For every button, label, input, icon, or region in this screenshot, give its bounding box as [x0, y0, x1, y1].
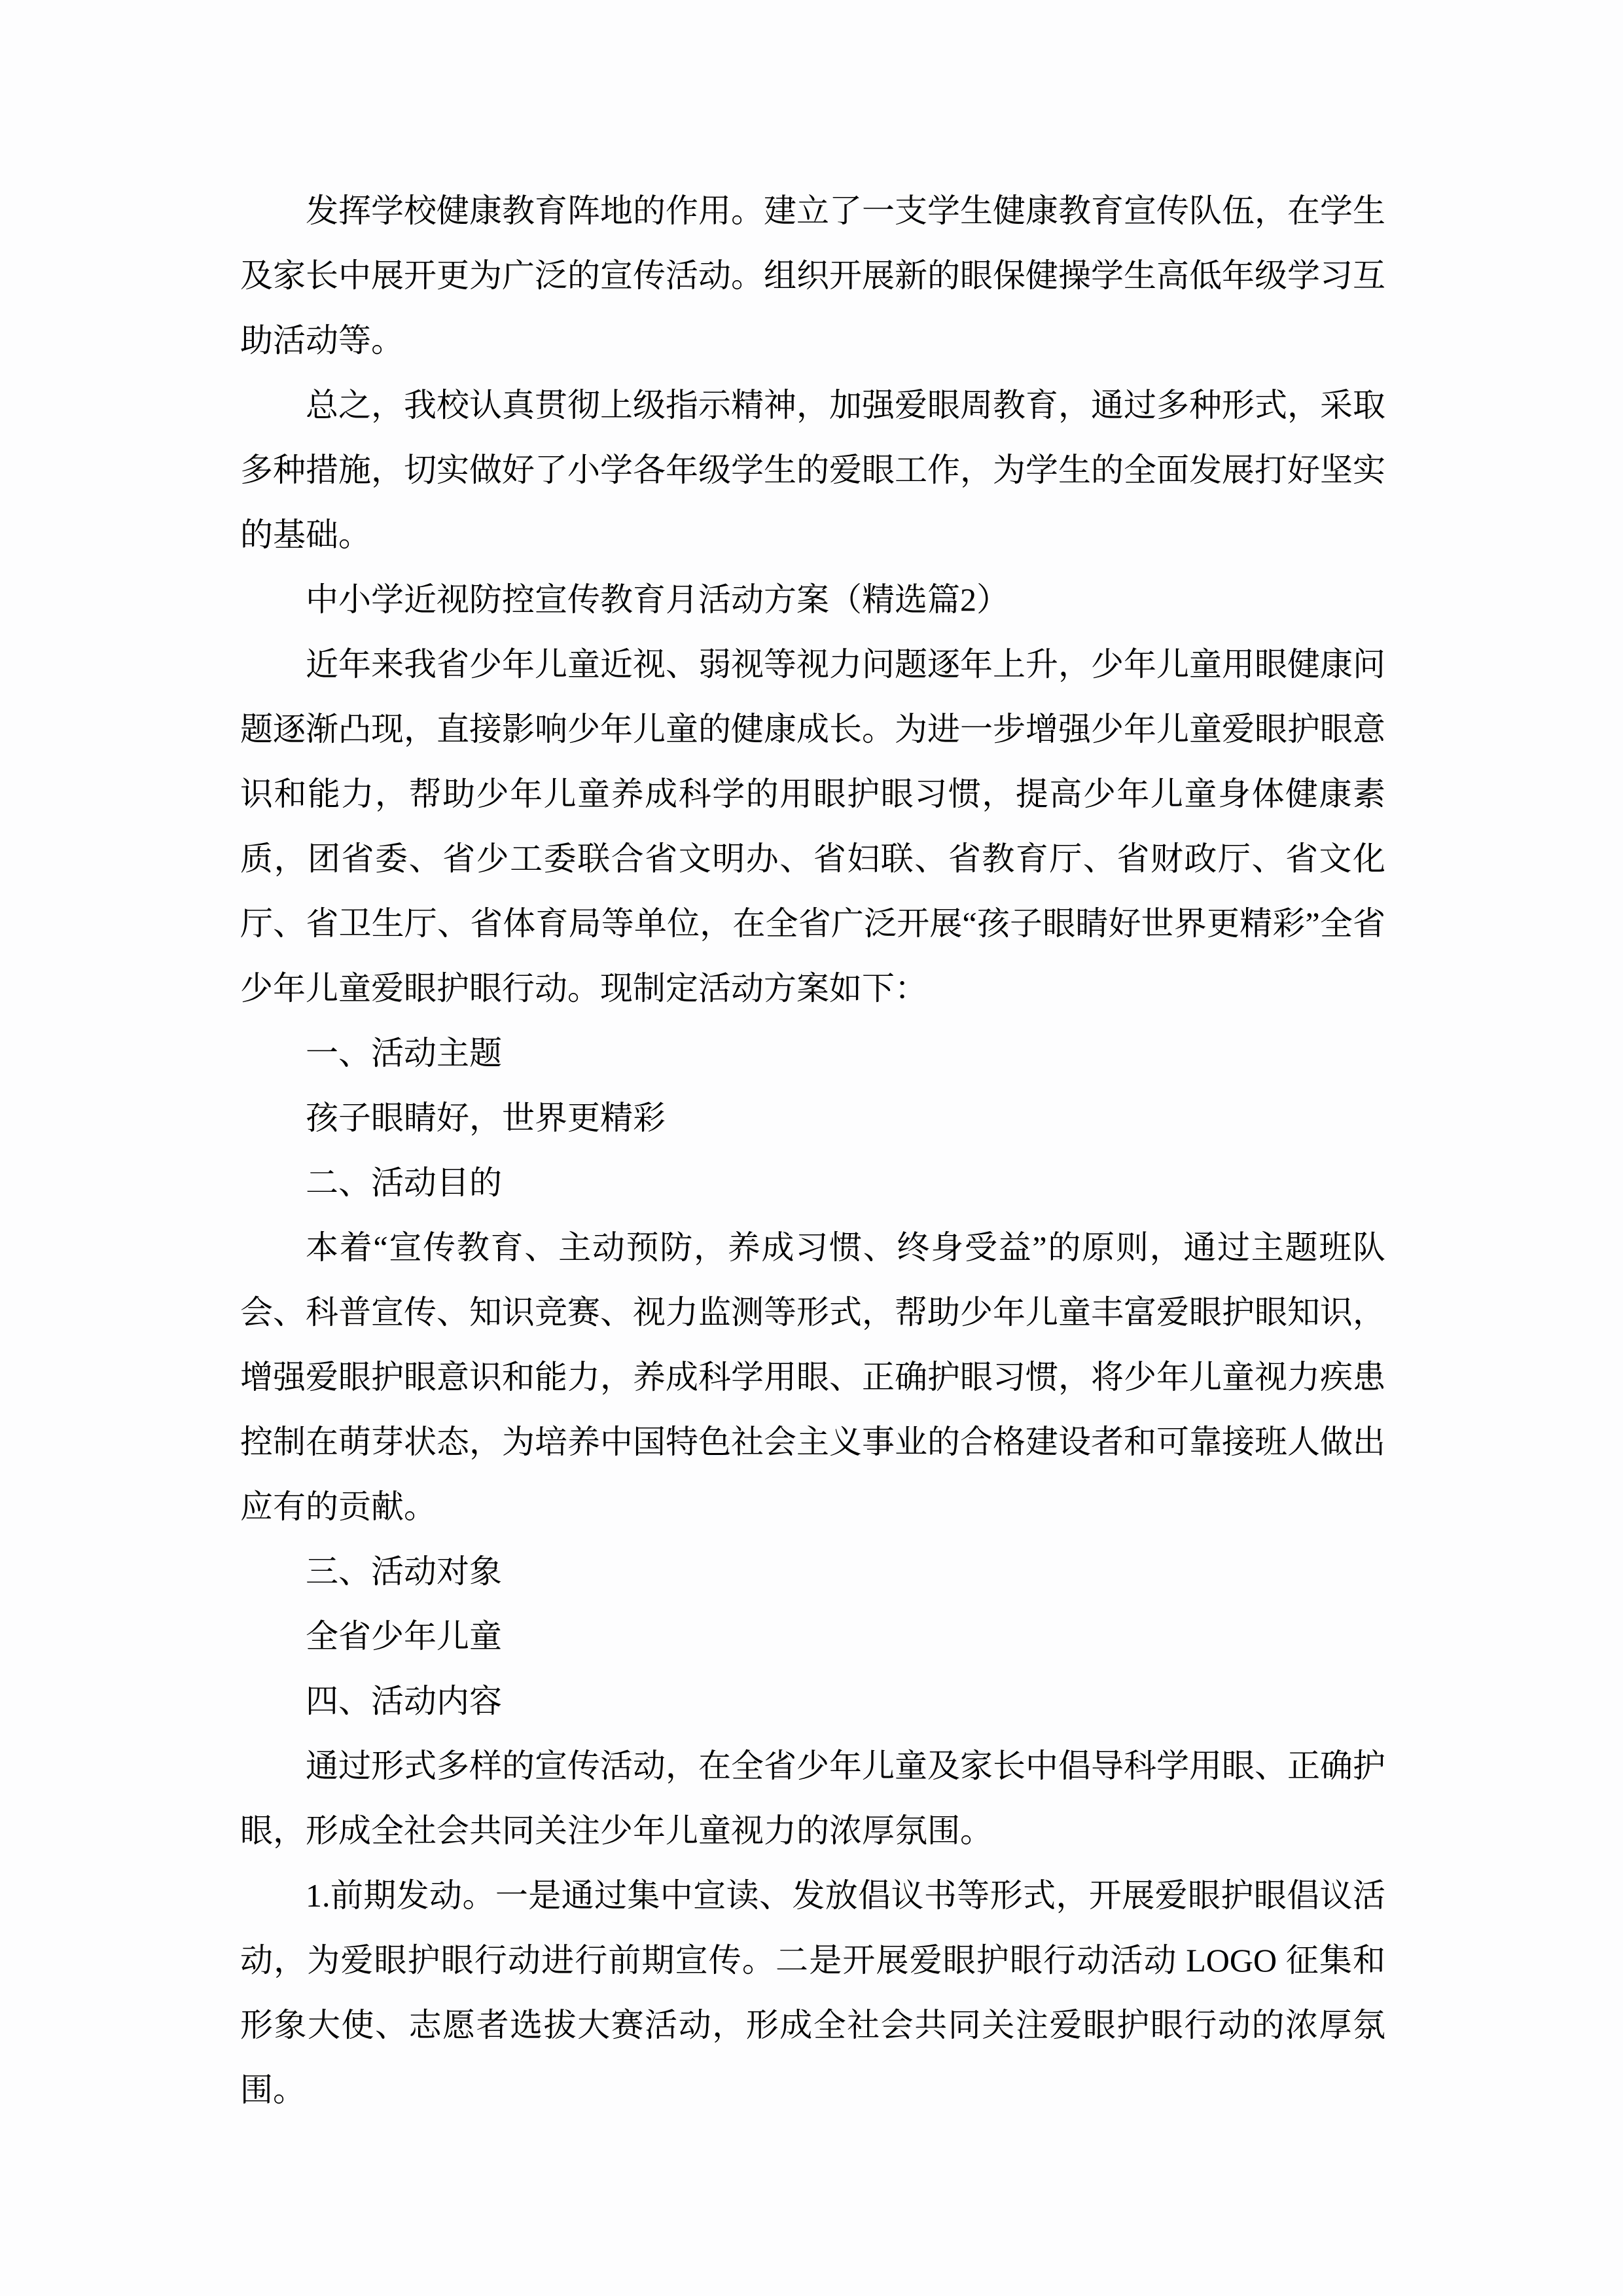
paragraph: 孩子眼睛好，世界更精彩	[306, 1100, 666, 1136]
section-title: 中小学近视防控宣传教育月活动方案（精选篇2）	[306, 581, 1009, 618]
document-content	[240, 179, 1385, 2123]
heading: 二、活动目的	[306, 1164, 502, 1201]
paragraph: 总之，我校认真贯彻上级指示精神，加强爱眼周教育，通过多种形式，采取多种措施，切实做好了小学各年级学生的爱眼工作，为学生的全面发展打好坚实的基础。	[240, 387, 1385, 553]
paragraph: 全省少年儿童	[306, 1618, 502, 1655]
paragraph: 1.前期发动。一是通过集中宣读、发放倡议书等形式，开展爱眼护眼倡议活动，为爱眼护眼行动进行前期宣传。二是开展爱眼护眼行动活动 LOGO 征集和形象大使、志愿者选拔大赛活动，形成全社会共同关注爱眼护眼行动的浓厚氛围。	[240, 1877, 1385, 2108]
paragraph: 通过形式多样的宣传活动，在全省少年儿童及家长中倡导科学用眼、正确护眼，形成全社会共同关注少年儿童视力的浓厚氛围。	[240, 1748, 1385, 1849]
paragraph: 本着“宣传教育、主动预防，养成习惯、终身受益”的原则，通过主题班队会、科普宣传、知识竞赛、视力监测等形式，帮助少年儿童丰富爱眼护眼知识，增强爱眼护眼意识和能力，养成科学用眼、正确护眼习惯，将少年儿童视力疾患控制在萌芽状态，为培养中国特色社会主义事业的合格建设者和可靠接班人做出应有的贡献。	[240, 1229, 1385, 1525]
heading: 四、活动内容	[306, 1683, 502, 1719]
heading: 三、活动对象	[306, 1553, 502, 1590]
heading: 一、活动主题	[306, 1035, 502, 1071]
paragraph: 发挥学校健康教育阵地的作用。建立了一支学生健康教育宣传队伍，在学生及家长中展开更为广泛的宣传活动。组织开展新的眼保健操学生高低年级学习互助活动等。	[240, 192, 1385, 359]
paragraph: 近年来我省少年儿童近视、弱视等视力问题逐年上升，少年儿童用眼健康问题逐渐凸现，直接影响少年儿童的健康成长。为进一步增强少年儿童爱眼护眼意识和能力，帮助少年儿童养成科学的用眼护眼习惯，提高少年儿童身体健康素质，团省委、省少工委联合省文明办、省妇联、省教育厅、省财政厅、省文化厅、省卫生厅、省体育局等单位，在全省广泛开展“孩子眼睛好世界更精彩”全省少年儿童爱眼护眼行动。现制定活动方案如下：	[240, 646, 1385, 1007]
